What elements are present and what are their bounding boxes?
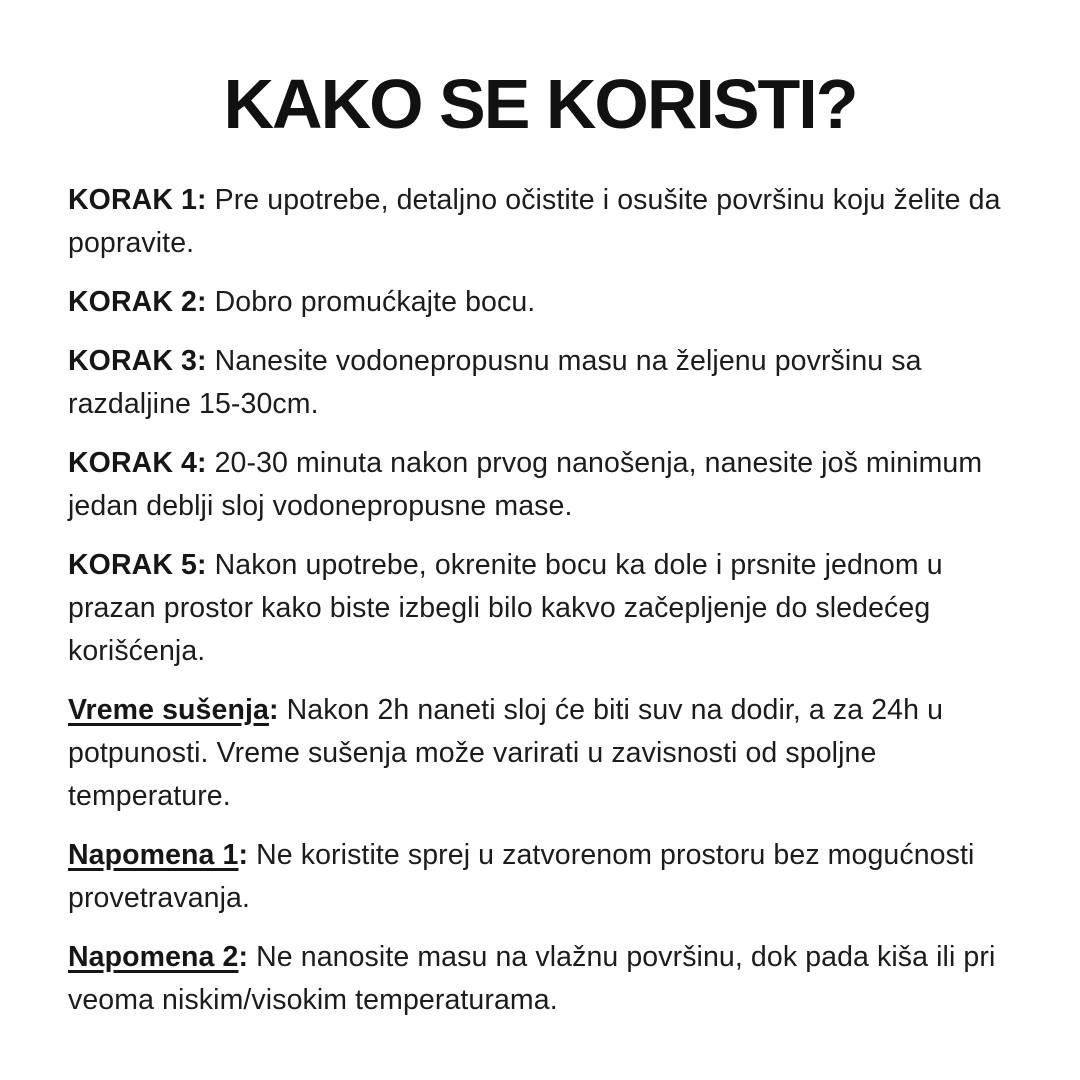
instruction-step-1: [68, 179, 1012, 265]
drying-time-note: [68, 689, 1012, 818]
drying-time-colon: :: [268, 693, 279, 726]
step-1-text: Pre upotrebe, detaljno očistite i osušite površinu koju želite da popravite.: [68, 183, 1001, 259]
instruction-step-4: [68, 442, 1012, 528]
drying-time-label-text: Vreme sušenja: [68, 693, 269, 726]
step-5-label: [68, 549, 207, 581]
step-5-label-text: KORAK 5: [68, 548, 197, 581]
step-4-label: [68, 447, 207, 479]
step-5-colon: :: [196, 548, 207, 581]
page-title: KAKO SE KORISTI?: [223, 65, 857, 143]
drying-time-label: [68, 694, 279, 726]
step-1-label: [68, 184, 207, 216]
note-2-text: Ne nanosite masu na vlažnu površinu, dok pada kiša ili pri veoma niskim/visokim temperaturama.: [68, 940, 996, 1016]
step-3-label: [68, 345, 207, 377]
step-2-text: Dobro promućkajte bocu.: [214, 285, 536, 318]
drying-time-text: Nakon 2h naneti sloj će biti suv na dodir, a za 24h u potpunosti. Vreme sušenja može varirati u zavisnosti od spoljne temperature.: [68, 693, 944, 812]
note-1-label: [68, 839, 248, 871]
step-2-colon: :: [196, 285, 207, 318]
step-4-label-text: KORAK 4: [68, 446, 197, 479]
note-2-label-text: Napomena 2: [68, 940, 239, 973]
instructions-list: [0, 179, 1080, 1022]
instruction-step-2: [68, 281, 1012, 324]
step-1-colon: :: [196, 183, 207, 216]
step-1-label-text: KORAK 1: [68, 183, 197, 216]
step-3-text: Nanesite vodonepropusnu masu na željenu površinu sa razdaljine 15-30cm.: [68, 344, 922, 420]
note-1-text: Ne koristite sprej u zatvorenom prostoru bez mogućnosti provetravanja.: [68, 838, 975, 914]
step-4-text: 20-30 minuta nakon prvog nanošenja, nanesite još minimum jedan deblji sloj vodonepropusne mase.: [68, 446, 983, 522]
note-1: [68, 834, 1012, 920]
note-2: [68, 936, 1012, 1022]
note-2-colon: :: [238, 940, 249, 973]
instruction-step-3: [68, 340, 1012, 426]
instruction-step-5: [68, 544, 1012, 673]
note-1-colon: :: [238, 838, 249, 871]
step-3-colon: :: [196, 344, 207, 377]
step-3-label-text: KORAK 3: [68, 344, 197, 377]
note-1-label-text: Napomena 1: [68, 838, 239, 871]
step-4-colon: :: [196, 446, 207, 479]
step-5-text: Nakon upotrebe, okrenite bocu ka dole i prsnite jednom u prazan prostor kako biste izbegli bilo kakvo začepljenje do sledećeg korišćenja.: [68, 548, 943, 667]
step-2-label-text: KORAK 2: [68, 285, 197, 318]
step-2-label: [68, 286, 207, 318]
note-2-label: [68, 941, 248, 973]
